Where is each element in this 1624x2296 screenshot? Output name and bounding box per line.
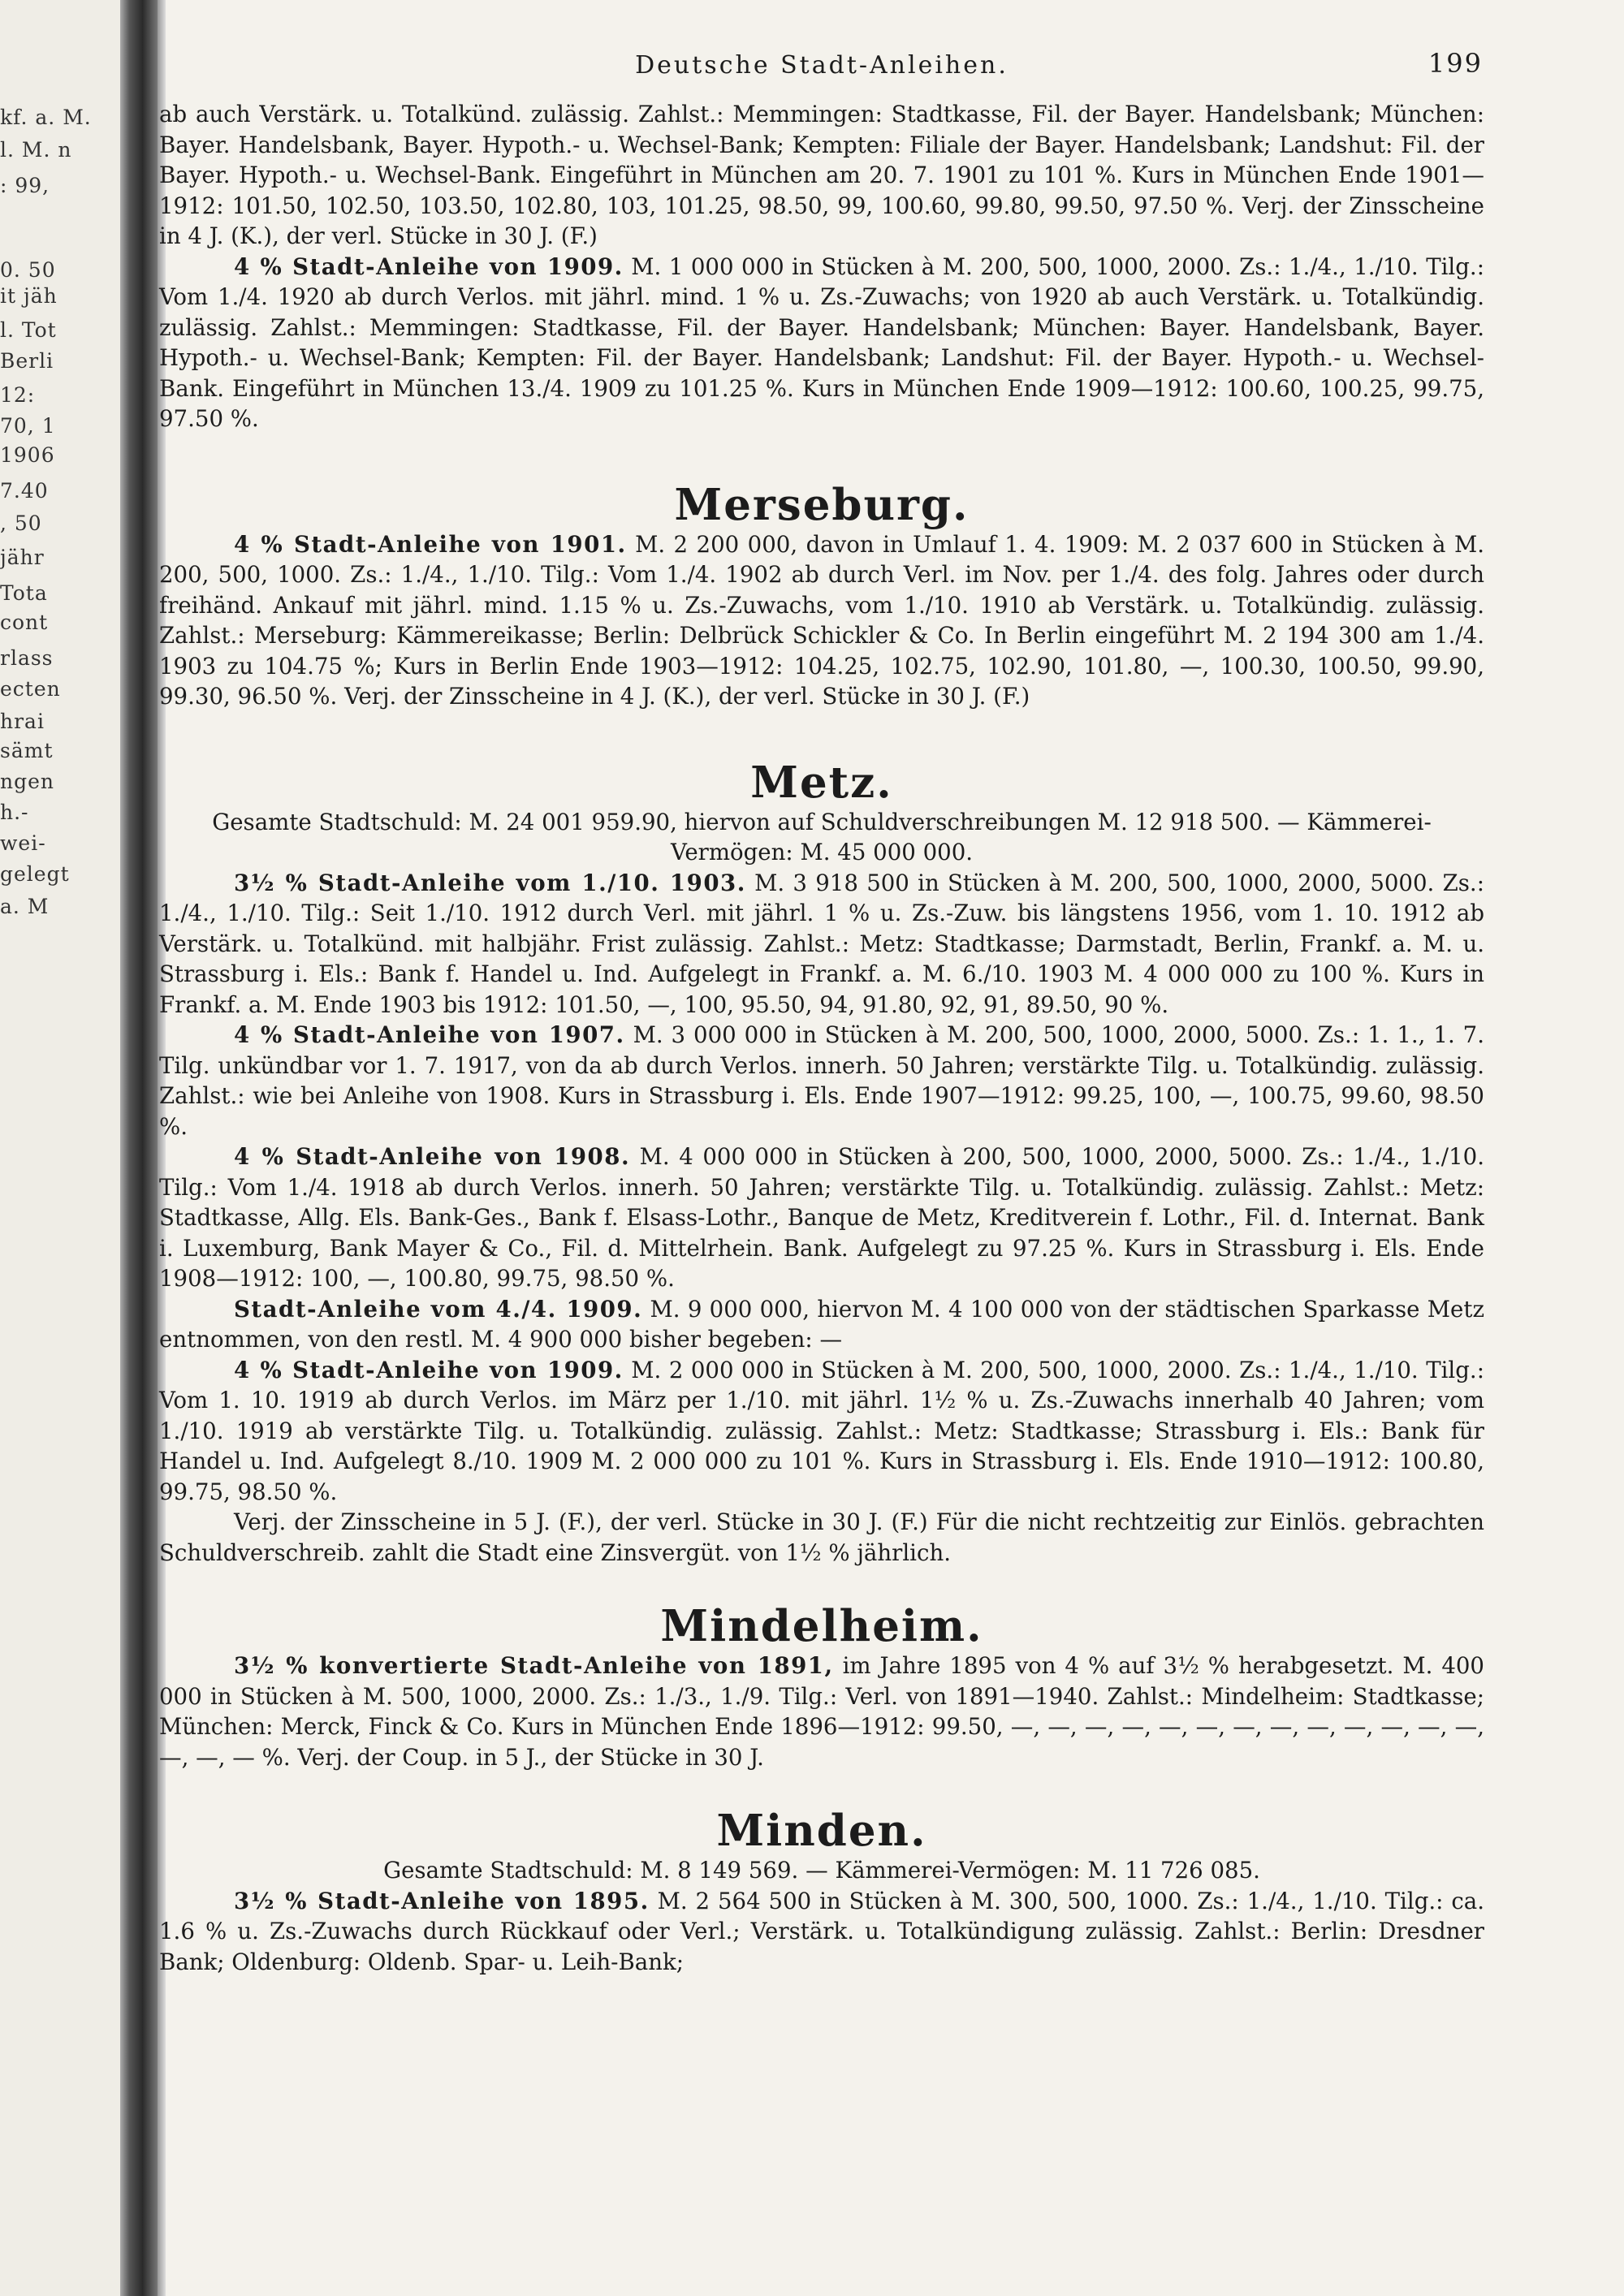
facing-page-text-fragment: 12:	[0, 383, 36, 407]
loan-details: Verj. der Zinsscheine in 5 J. (F.), der verl. Stücke in 30 J. (F.) Für die nicht rechtzeitig zur Einlös. gebrachten Schuldverschreib. zahlt die Stadt eine Zinsvergüt. von 1½ % jährlich.	[159, 1508, 1484, 1566]
loan-details: M. 4 000 000 in Stücken à 200, 500, 1000, 2000, 5000. Zs.: 1./4., 1./10. Tilg.: Vom 1./4. 1918 ab durch Verlos. innerh. 50 Jahren; verstärkte Tilg. u. Totalkündig. zulässig. Zahlst.: Metz: Stadtkasse, Allg. Els. Bank-Ges., Bank f. Elsass-Lothr., Banque de Metz, Kreditverein f. Lothr., Fil. d. Internat. Bank i. Luxemburg, Bank Mayer & Co., Fil. d. Mittelrhein. Bank. Aufgelegt zu 97.25 %. Kurs in Strassburg i. Els. Ende 1908—1912: 100, —, 100.80, 99.75, 98.50 %.	[159, 1143, 1484, 1292]
facing-page-text-fragment: ecten	[0, 677, 61, 701]
page-body	[159, 99, 1484, 1977]
loan-entry	[159, 1294, 1484, 1355]
facing-page-text-fragment: 0. 50	[0, 258, 56, 282]
loan-details: M. 2 000 000 in Stücken à M. 200, 500, 1000, 2000. Zs.: 1./4., 1./10. Tilg.: Vom 1. 10. 1919 ab durch Verlos. im März per 1./10. mit jährl. 1½ % u. Zs.-Zuwachs innerhalb 40 Jahren; vom 1./10. 1919 ab verstärkte Tilg. u. Totalkündig. zulässig. Zahlst.: Metz: Stadtkasse; Strassburg i. Els.: Bank für Handel u. Ind. Aufgelegt 8./10. 1909 M. 2 000 000 zu 101 %. Kurs in Strassburg i. Els. Ende 1910—1912: 100.80, 99.75, 98.50 %.	[159, 1356, 1484, 1505]
loan-entry	[159, 99, 1484, 252]
running-title: Deutsche Stadt-Anleihen.	[635, 51, 1009, 80]
loan-details: M. 2 564 500 in Stücken à M. 300, 500, 1000. Zs.: 1./4., 1./10. Tilg.: ca. 1.6 % u. Zs.-Zuwachs durch Rückkauf oder Verl.; Verstärk. u. Totalkündigung zulässig. Zahlst.: Berlin: Dresdner Bank; Oldenburg: Oldenb. Spar- u. Leih-Bank;	[159, 1887, 1485, 1975]
facing-page-text-fragment: wei-	[0, 831, 46, 855]
loan-title: 4 % Stadt-Anleihe von 1901.	[234, 530, 627, 558]
loan-title: 3½ % konvertierte Stadt-Anleihe von 1891,	[234, 1652, 834, 1679]
facing-page-text-fragment: Berli	[0, 349, 54, 373]
facing-page-text-fragment: sämt	[0, 739, 54, 762]
facing-page-text-fragment: 70, 1	[0, 414, 56, 438]
loan-title: 3½ % Stadt-Anleihe vom 1./10. 1903.	[234, 869, 746, 896]
loan-entry	[159, 1886, 1484, 1978]
loan-details: ab auch Verstärk. u. Totalkünd. zulässig. Zahlst.: Memmingen: Stadtkasse, Fil. der Bayer. Handelsbank; München: Bayer. Handelsbank, Bayer. Hypoth.- u. Wechsel-Bank; Kempten: Filiale der Bayer. Handelsbank; Landshut: Fil. der Bayer. Hypoth.- u. Wechsel-Bank. Eingeführt in München am 20. 7. 1901 zu 101 %. Kurs in München Ende 1901—1912: 101.50, 102.50, 103.50, 102.80, 103, 101.25, 98.50, 99, 100.60, 99.80, 99.50, 97.50 %. Verj. der Zinsscheine in 4 J. (K.), der verl. Stücke in 30 J. (F.)	[159, 101, 1484, 249]
loan-entry	[159, 1355, 1484, 1508]
loan-entry	[159, 1507, 1484, 1568]
loan-title: 4 % Stadt-Anleihe von 1909.	[234, 252, 624, 280]
loan-details: M. 3 000 000 in Stücken à M. 200, 500, 1000, 2000, 5000. Zs.: 1. 1., 1. 7. Tilg. unkündbar vor 1. 7. 1917, von da ab durch Verlos. innerh. 50 Jahren; verstärkte Tilg. u. Totalkündig. zulässig. Zahlst.: wie bei Anleihe von 1908. Kurs in Strassburg i. Els. Ende 1907—1912: 99.25, 100, —, 100.75, 99.60, 98.50 %.	[159, 1021, 1484, 1140]
loan-entry	[159, 1020, 1484, 1142]
loan-title: 4 % Stadt-Anleihe von 1909.	[234, 1356, 624, 1383]
loan-title: 3½ % Stadt-Anleihe von 1895.	[234, 1887, 650, 1914]
section-spacer	[159, 434, 1484, 481]
city-heading: Mindelheim.	[660, 1601, 983, 1651]
loan-details: M. 2 200 000, davon in Umlauf 1. 4. 1909: M. 2 037 600 in Stücken à M. 200, 500, 1000. Zs.: 1./4., 1./10. Tilg.: Vom 1./4. 1902 ab durch Verl. im Nov. per 1./4. des folg. Jahres oder durch freihänd. Ankauf mit jährl. mind. 1.15 % u. Zs.-Zuwachs, vom 1./10. 1910 ab Verstärk. u. Totalkündig. zulässig. Zahlst.: Merseburg: Kämmereikasse; Berlin: Delbrück Schickler & Co. In Berlin eingeführt M. 2 194 300 am 1./4. 1903 zu 104.75 %; Kurs in Berlin Ende 1903—1912: 104.25, 102.75, 102.90, 101.80, —, 100.30, 100.50, 99.90, 99.30, 96.50 %. Verj. der Zinsscheine in 4 J. (K.), der verl. Stücke in 30 J. (F.)	[159, 530, 1484, 710]
loan-details: M. 1 000 000 in Stücken à M. 200, 500, 1000, 2000. Zs.: 1./4., 1./10. Tilg.: Vom 1./4. 1920 ab durch Verlos. mit jährl. mind. 1 % u. Zs.-Zuwachs; von 1920 ab auch Verstärk. u. Totalkündig. zulässig. Zahlst.: Memmingen: Stadtkasse, Fil. der Bayer. Handelsbank; München: Bayer. Handelsbank, Bayer. Hypoth.- u. Wechsel-Bank; Kempten: Fil. der Bayer. Handelsbank; Landshut: Fil. der Bayer. Hypoth.- u. Wechsel-Bank. Eingeführt in München 13./4. 1909 zu 101.25 %. Kurs in München Ende 1909—1912: 100.60, 100.25, 99.75, 97.50 %.	[159, 252, 1484, 432]
loan-title: 4 % Stadt-Anleihe von 1907.	[234, 1021, 625, 1048]
facing-page-text-fragment: gelegt	[0, 862, 70, 886]
section-spacer	[159, 712, 1484, 758]
city-heading: Minden.	[716, 1806, 927, 1856]
loan-entry	[159, 252, 1484, 434]
facing-page-text-fragment: l. Tot	[0, 318, 57, 342]
loan-entry	[159, 1142, 1484, 1294]
facing-page-text-fragment: Tota	[0, 581, 48, 605]
facing-page-text-fragment: rlass	[0, 646, 54, 670]
debt-summary-line: Gesamte Stadtschuld: M. 8 149 569. — Kämmerei-Vermögen: M. 11 726 085.	[383, 1857, 1260, 1884]
facing-page-text-fragment: a. M	[0, 895, 50, 918]
facing-page-fragment	[0, 0, 128, 2296]
facing-page-text-fragment: jähr	[0, 546, 45, 569]
facing-page-text-fragment: h.-	[0, 801, 29, 824]
loan-details: M. 9 000 000, hiervon M. 4 100 000 von der städtischen Sparkasse Metz entnommen, von den restl. M. 4 900 000 bisher begeben: —	[159, 1295, 1484, 1353]
facing-page-text-fragment: : 99,	[0, 174, 50, 197]
facing-page-text-fragment: 7.40	[0, 479, 49, 503]
loan-title: 4 % Stadt-Anleihe von 1908.	[234, 1143, 631, 1170]
loan-title: Stadt-Anleihe vom 4./4. 1909.	[234, 1295, 643, 1323]
running-header	[159, 49, 1484, 86]
city-heading: Metz.	[750, 757, 893, 808]
facing-page-text-fragment: kf. a. M.	[0, 106, 92, 129]
facing-page-text-fragment: cont	[0, 611, 49, 634]
section-spacer	[159, 1772, 1484, 1806]
loan-details: im Jahre 1895 von 4 % auf 3½ % herabgesetzt. M. 400 000 in Stücken à M. 500, 1000, 2000. Zs.: 1./3., 1./9. Tilg.: Verl. von 1891—1940. Zahlst.: Mindelheim: Stadtkasse; München: Merck, Finck & Co. Kurs in München Ende 1896—1912: 99.50, —, —, —, —, —, —, —, —, —, —, —, —, —, —, —, — %. Verj. der Coup. in 5 J., der Stücke in 30 J.	[159, 1652, 1484, 1771]
facing-page-text-fragment: hrai	[0, 710, 45, 733]
page-number: 199	[1427, 48, 1483, 79]
loan-details: M. 3 918 500 in Stücken à M. 200, 500, 1000, 2000, 5000. Zs.: 1./4., 1./10. Tilg.: Seit 1./10. 1912 durch Verl. mit jährl. 1 % u. Zs.-Zuw. bis längstens 1956, vom 1. 10. 1912 ab Verstärk. u. Totalkünd. mit halbjähr. Frist zulässig. Zahlst.: Metz: Stadtkasse; Darmstadt, Berlin, Frankf. a. M. u. Strassburg i. Els.: Bank f. Handel u. Ind. Aufgelegt in Frankf. a. M. 6./10. 1903 M. 4 000 000 zu 100 %. Kurs in Frankf. a. M. Ende 1903 bis 1912: 101.50, —, 100, 95.50, 94, 91.80, 92, 91, 89.50, 90 %.	[159, 869, 1484, 1018]
loan-entry	[159, 868, 1484, 1021]
section-spacer	[159, 1568, 1484, 1602]
loan-entry	[159, 1651, 1484, 1772]
facing-page-text-fragment: l. M. n	[0, 138, 72, 162]
city-heading: Merseburg.	[674, 479, 970, 530]
loan-entry	[159, 529, 1484, 712]
facing-page-text-fragment: , 50	[0, 511, 42, 535]
document-page	[159, 49, 1484, 1977]
debt-summary-line: Gesamte Stadtschuld: M. 24 001 959.90, hiervon auf Schuldverschreibungen M. 12 918 500. — Kämmerei-Vermögen: M. 45 000 000.	[212, 808, 1432, 865]
facing-page-text-fragment: ngen	[0, 770, 55, 793]
book-spine-shadow	[120, 0, 158, 2296]
facing-page-text-fragment: 1906	[0, 443, 55, 467]
facing-page-text-fragment: it jäh	[0, 284, 58, 308]
